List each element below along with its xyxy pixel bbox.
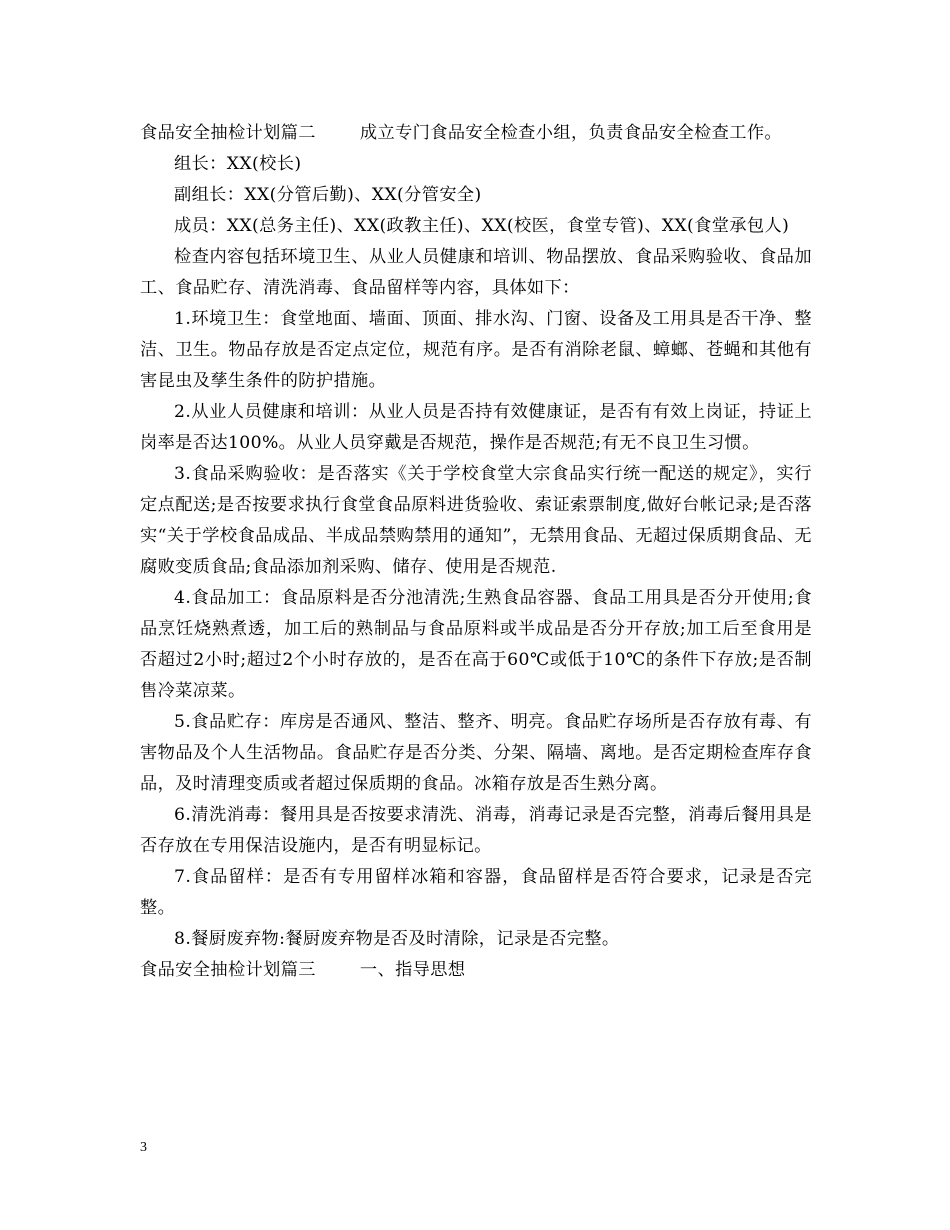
paragraph-purchasing: 3.食品采购验收：是否落实《关于学校食堂大宗食品实行统一配送的规定》，实行定点配送;是否按要求执行食堂食品原料进货验收、索证索票制度,做好台帐记录;是否落实“关于学校食品成品、半成品禁购禁用的通知”，无禁用食品、无超过保质期食品、无腐败变质食品;食品添加剂采购、储存、使用是否规范. (140, 464, 812, 577)
paragraph-storage: 5.食品贮存：库房是否通风、整洁、整齐、明亮。食品贮存场所是否存放有毒、有害物品及个人生活物品。食品贮存是否分类、分架、隔墙、离地。是否定期检查库存食品，及时清理变质或者超过保质期的食品。冰箱存放是否生熟分离。 (140, 712, 812, 794)
paragraph-sampling: 7.食品留样：是否有专用留样冰箱和容器，食品留样是否符合要求，记录是否完整。 (140, 867, 812, 918)
paragraph-environment: 1.环境卫生：食堂地面、墙面、顶面、排水沟、门窗、设备及工用具是否干净、整洁、卫生。物品存放是否定点定位，规范有序。是否有消除老鼠、蟑螂、苍蝇和其他有害昆虫及孳生条件的防护措施。 (140, 309, 812, 391)
next-section-title: 食品安全抽检计划篇三 (140, 960, 316, 980)
member-leader: 组长：XX(校长) (174, 154, 302, 174)
paragraph-processing: 4.食品加工：食品原料是否分池清洗;生熟食品容器、食品工用具是否分开使用;食品烹饪烧熟煮透，加工后的熟制品与食品原料或半成品是否分开存放;加工后至食用是否超过2小时;超过2个小时存放的，是否在高于60℃或低于10℃的条件下存放;是否制售冷菜凉菜。 (140, 588, 812, 701)
paragraph-disinfection: 6.清洗消毒：餐用具是否按要求清洗、消毒，消毒记录是否完整，消毒后餐用具是否存放在专用保洁设施内，是否有明显标记。 (140, 805, 812, 856)
section-title: 食品安全抽检计划篇二 (140, 123, 316, 143)
paragraph-overview: 检查内容包括环境卫生、从业人员健康和培训、物品摆放、食品采购验收、食品加工、食品贮存、清洗消毒、食品留样等内容，具体如下： (140, 247, 812, 298)
next-section-header-line (140, 955, 812, 986)
page-number: 3 (140, 1140, 147, 1155)
member-deputy: 副组长：XX(分管后勤)、XX(分管安全) (174, 185, 482, 205)
paragraph-staff-health: 2.从业人员健康和培训：从业人员是否持有效健康证，是否有有效上岗证，持证上岗率是否达100%。从业人员穿戴是否规范，操作是否规范;有无不良卫生习惯。 (140, 402, 812, 453)
section-header-line (140, 118, 812, 149)
document-body (140, 118, 812, 986)
paragraph-waste: 8.餐厨废弃物:餐厨废弃物是否及时清除，记录是否完整。 (174, 929, 620, 949)
member-staff: 成员：XX(总务主任)、XX(政教主任)、XX(校医，食堂专管)、XX(食堂承包人) (174, 216, 790, 236)
next-section-heading: 一、指导思想 (359, 960, 466, 980)
section-intro: 成立专门食品安全检查小组，负责食品安全检查工作。 (359, 123, 782, 143)
